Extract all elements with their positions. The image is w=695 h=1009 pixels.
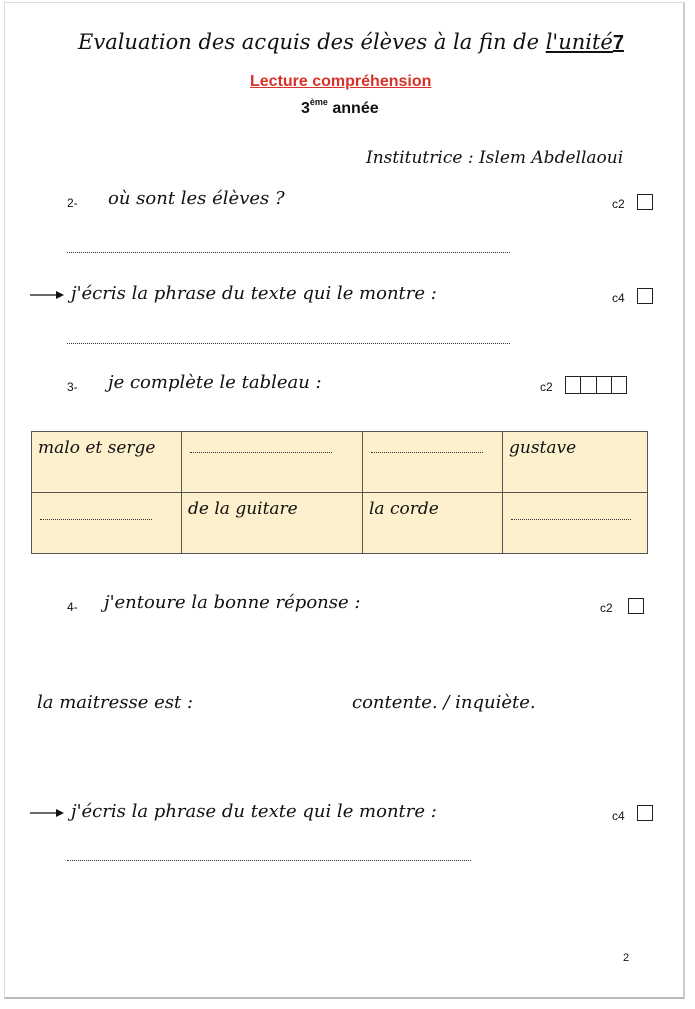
- q2-text: où sont les élèves ?: [108, 188, 285, 209]
- title-unit: l'unité: [545, 30, 613, 54]
- table-cell-blank[interactable]: [182, 432, 363, 493]
- q4-number: 4-: [67, 600, 78, 614]
- table-row: [32, 493, 648, 554]
- q2-code: c2: [612, 197, 625, 211]
- q4-choices[interactable]: contente. / inquiète.: [352, 692, 536, 713]
- q2-answer-line[interactable]: [67, 252, 510, 253]
- q2-sub-score-box[interactable]: [637, 288, 653, 304]
- page-number: 2: [623, 952, 630, 964]
- grade-level: [301, 97, 379, 118]
- table-cell-blank[interactable]: [503, 493, 648, 554]
- title-prefix: Evaluation des acquis des élèves à la fin de: [78, 30, 546, 54]
- table-cell-blank[interactable]: [363, 432, 503, 493]
- q2-sub-text: j'écris la phrase du texte qui le montre :: [71, 283, 437, 304]
- blank-line[interactable]: [371, 446, 483, 453]
- year-word: année: [332, 100, 379, 117]
- table-cell: [32, 432, 182, 493]
- year-superscript: ème: [309, 97, 328, 107]
- q4-score-box[interactable]: [628, 598, 644, 614]
- q2-number: 2-: [67, 196, 78, 210]
- blank-line[interactable]: [511, 513, 631, 520]
- table-cell: [363, 493, 503, 554]
- year-number: 3: [301, 100, 310, 117]
- q4-sub-text: j'écris la phrase du texte qui le montre :: [71, 801, 437, 822]
- table-cell: [182, 493, 363, 554]
- table-cell-blank[interactable]: [32, 493, 182, 554]
- subtitle: Lecture compréhension: [250, 73, 432, 90]
- q4-sub-score-box[interactable]: [637, 805, 653, 821]
- q3-code: c2: [540, 380, 553, 394]
- completion-table: [31, 431, 648, 554]
- q4-statement: la maitresse est :: [37, 692, 194, 713]
- q2-score-box[interactable]: [637, 194, 653, 210]
- q4-code: c2: [600, 601, 613, 615]
- arrow-right-icon: [30, 290, 64, 300]
- cell-text: malo et serge: [38, 438, 156, 458]
- blank-line[interactable]: [40, 513, 152, 520]
- arrow-right-icon: [30, 808, 64, 818]
- q4-sub-code: c4: [612, 809, 625, 823]
- worksheet-title: [78, 30, 624, 55]
- q2-sub-answer-line[interactable]: [67, 343, 510, 344]
- table-cell: [503, 432, 648, 493]
- teacher-name: Institutrice : Islem Abdellaoui: [366, 148, 624, 168]
- q3-score-boxes[interactable]: [565, 376, 627, 394]
- title-number: 7: [612, 32, 624, 54]
- cell-text: gustave: [509, 438, 577, 458]
- q3-number: 3-: [67, 380, 78, 394]
- q4-sub-answer-line[interactable]: [67, 860, 471, 861]
- cell-text: de la guitare: [188, 499, 298, 519]
- blank-line[interactable]: [190, 446, 332, 453]
- table-row: [32, 432, 648, 493]
- cell-text: la corde: [369, 499, 439, 519]
- q3-text: je complète le tableau :: [108, 372, 322, 393]
- q4-text: j'entoure la bonne réponse :: [104, 592, 361, 613]
- q2-sub-code: c4: [612, 291, 625, 305]
